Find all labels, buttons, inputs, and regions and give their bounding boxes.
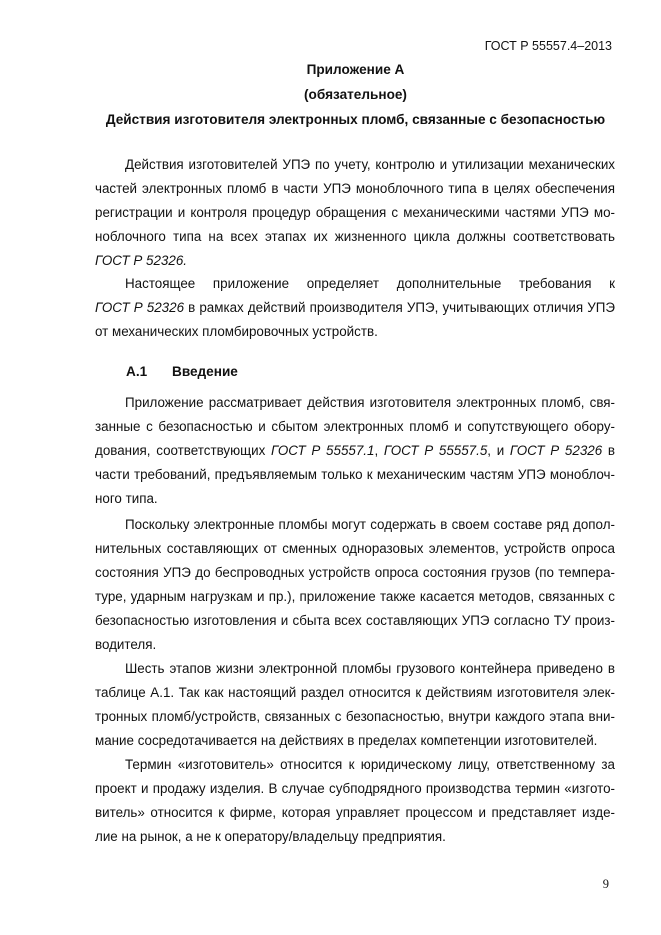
text-line: части требований, предъявляемым только к механическим частям УПЭ моноблоч- (95, 467, 615, 482)
text-line: витель» относится к фирме, которая управляет процессом и представляет изде- (95, 805, 615, 820)
standard-reference: ГОСТ Р 52326 (509, 443, 603, 458)
appendix-status: (обязательное) (304, 87, 407, 102)
text-fragment: , (374, 443, 384, 458)
text-line: регистрации и контроля процедур обращения с механическими частями УПЭ мо- (95, 205, 615, 220)
text-line: состояния УПЭ до беспроводных устройств опроса состояния грузов (по темпера- (95, 565, 615, 580)
text-line: ного типа. (95, 491, 158, 506)
page-number: 9 (602, 877, 609, 891)
text-line: лие на рынок, а не к оператору/владельцу предприятия. (95, 829, 446, 844)
text-line: безопасностью изготовления и сбыта всех составляющих УПЭ согласно ТУ произ- (95, 613, 615, 628)
text-line: от механических пломбировочных устройств. (95, 324, 378, 339)
section-number: А.1 (126, 364, 148, 379)
text-line: Шесть этапов жизни электронной пломбы грузового контейнера приведено в (125, 661, 615, 676)
paragraph-6 (95, 753, 615, 849)
section-heading (126, 364, 238, 379)
appendix-title: Приложение А (306, 62, 405, 77)
text-line: Действия изготовителей УПЭ по учету, контролю и утилизации механических (125, 157, 615, 172)
paragraph-5 (95, 657, 615, 753)
text-line: Настоящее приложение определяет дополнительные требования к (125, 276, 615, 291)
text-fragment: дования, соответствующих (95, 443, 272, 458)
text-line (95, 296, 615, 320)
text-line: Приложение рассматривает действия изготовителя электронных пломб, свя- (125, 395, 615, 410)
text-line: проект и продажу изделия. В случае субподрядного производства термин «изгото- (95, 781, 615, 796)
paragraph-3 (95, 391, 615, 511)
text-line: мание сосредотачивается на действиях в пределах компетенции изготовителей. (95, 733, 598, 748)
text-line: Термин «изготовитель» относится к юридическому лицу, ответственному за (125, 757, 615, 772)
appendix-heading: Действия изготовителя электронных пломб, связанные с безопасностью (105, 112, 606, 127)
text-line: таблице А.1. Так как настоящий раздел относится к действиям изготовителя элек- (95, 685, 615, 700)
document-code: ГОСТ Р 55557.4–2013 (484, 39, 612, 53)
text-line (95, 439, 615, 463)
text-line: нительных составляющих от сменных одноразовых элементов, устройств опроса (95, 541, 615, 556)
text-line: занные с безопасностью и сбытом электронных пломб и сопутствующего обору- (95, 419, 615, 434)
text-line: туре, ударным нагрузкам и пр.), приложение также касается методов, связанных с (95, 589, 615, 604)
text-line: водителя. (95, 637, 157, 652)
standard-reference: ГОСТ Р 52326. (95, 253, 187, 268)
text-line: ноблочного типа на всех этапах их жизненного цикла должны соответствовать (95, 229, 615, 244)
text-line (95, 249, 615, 273)
paragraph-4 (95, 513, 615, 657)
standard-reference: ГОСТ Р 55557.1 (271, 443, 375, 458)
standard-reference: ГОСТ Р 52326 (95, 300, 185, 315)
text-line: тронных пломб/устройств, связанных с безопасностью, внутри каждого этапа вни- (95, 709, 615, 724)
standard-reference: ГОСТ Р 55557.5 (383, 443, 488, 458)
text-line: частей электронных пломб в части УПЭ моноблочного типа в целях обеспечения (95, 181, 615, 196)
text-line: Поскольку электронные пломбы могут содержать в своем составе ряд допол- (125, 517, 615, 532)
text-fragment: , и (487, 443, 510, 458)
paragraph-1 (95, 153, 615, 273)
paragraph-2 (95, 272, 615, 344)
text-fragment: в рамках действий производителя УПЭ, учитывающих отличия УПЭ (184, 300, 615, 315)
text-fragment: в (602, 443, 615, 458)
section-title: Введение (172, 364, 238, 379)
